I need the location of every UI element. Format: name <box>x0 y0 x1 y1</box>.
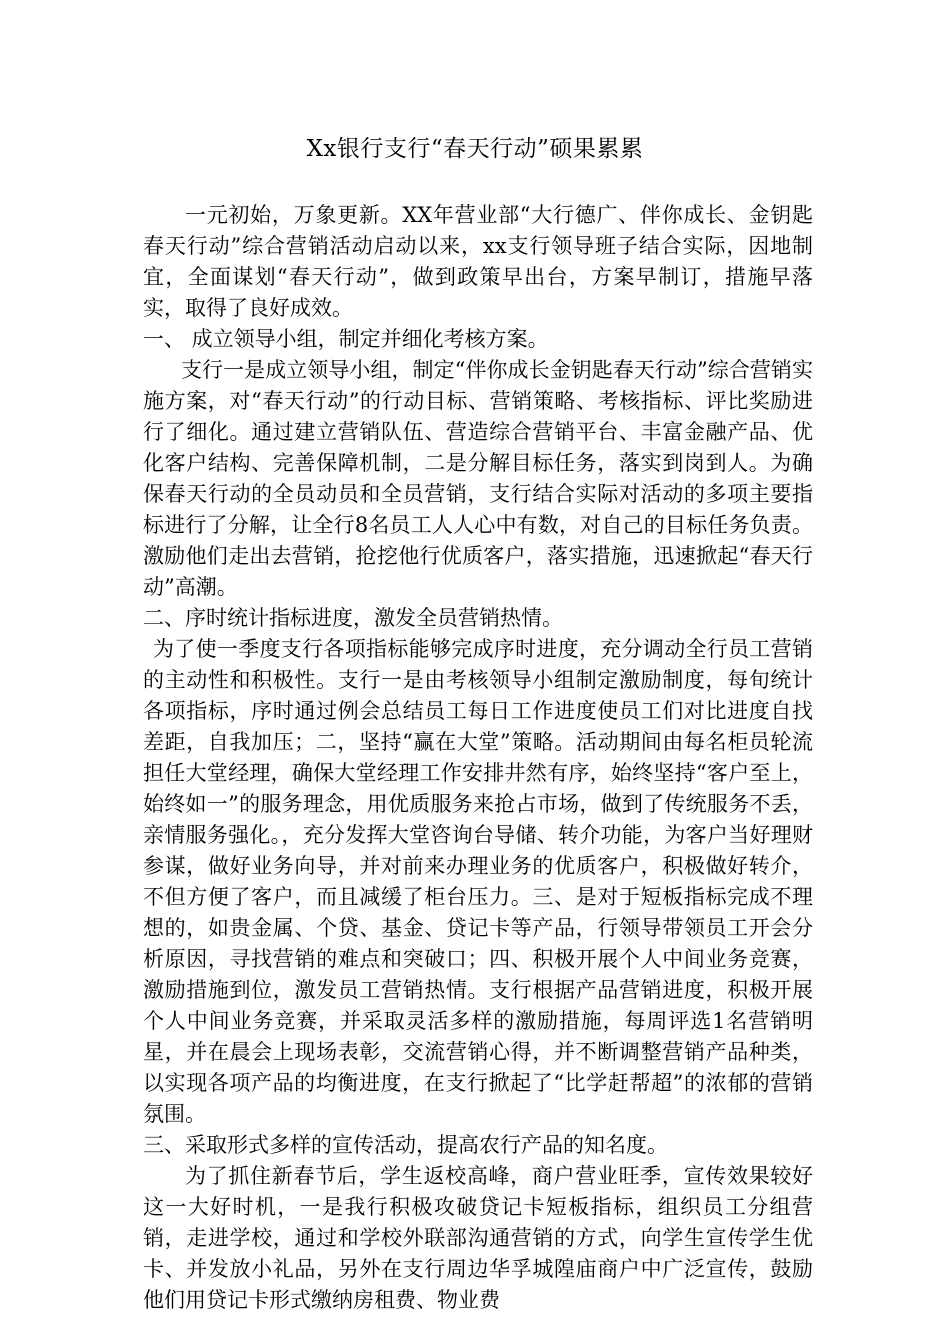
section-heading-1: 一、 成立领导小组，制定并细化考核方案。 <box>143 327 549 351</box>
section-heading-3: 三、采取形式多样的宣传活动，提高农行产品的知名度。 <box>143 1133 668 1157</box>
intro-paragraph: 一元初始，万象更新。XX年营业部“大行德广、伴你成长、金钥匙春天行动”综合营销活动启动以来，xx支行领导班子结合实际，因地制宜，全面谋划“春天行动”，做到政策早出台，方案早制订，措施早落实，取得了良好成效。 <box>143 203 813 320</box>
section-3-paragraph: 为了抓住新春节后，学生返校高峰，商户营业旺季，宣传效果较好这一大好时机，一是我行积极攻破贷记卡短板指标，组织员工分组营销，走进学校，通过和学校外联部沟通营销的方式，向学生宣传学生优卡、并发放小礼品，另外在支行周边华孚城隍庙商户中广泛宣传，鼓励他们用贷记卡形式缴纳房租费、物业费 <box>143 1164 813 1312</box>
document-body <box>143 200 813 1316</box>
section-heading-2: 二、序时统计指标进度，激发全员营销热情。 <box>143 606 563 630</box>
section-1-paragraph: 支行一是成立领导小组，制定“伴你成长金钥匙春天行动”综合营销实施方案，对“春天行动”的行动目标、营销策略、考核指标、评比奖励进行了细化。通过建立营销队伍、营造综合营销平台、丰富金融产品、优化客户结构、完善保障机制，二是分解目标任务，落实到岗到人。为确保春天行动的全员动员和全员营销，支行结合实际对活动的多项主要指标进行了分解，让全行8名员工人人心中有数，对自己的目标任务负责。激励他们走出去营销，抢挖他行优质客户，落实措施，迅速掀起“春天行动”高潮。 <box>143 358 813 599</box>
document-title: Xx银行支行“春天行动”硕果累累 <box>306 136 644 162</box>
section-2-paragraph: 为了使一季度支行各项指标能够完成序时进度，充分调动全行员工营销的主动性和积极性。支行一是由考核领导小组制定激励制度，每旬统计各项指标，序时通过例会总结员工每日工作进度使员工们对比进度自找差距，自我加压；二，坚持“赢在大堂”策略。活动期间由每名柜员轮流担任大堂经理，确保大堂经理工作安排井然有序，始终坚持“客户至上，始终如一”的服务理念，用优质服务来抢占市场，做到了传统服务不丢，亲情服务强化。，充分发挥大堂咨询台导储、转介功能，为客户当好理财参谋，做好业务向导，并对前来办理业务的优质客户，积极做好转介，不但方便了客户，而且减缓了柜台压力。三、是对于短板指标完成不理想的，如贵金属、个贷、基金、贷记卡等产品，行领导带领员工开会分析原因，寻找营销的难点和突破口；四、积极开展个人中间业务竞赛，激励措施到位，激发员工营销热情。支行根据产品营销进度，积极开展个人中间业务竞赛，并采取灵活多样的激励措施，每周评选1名营销明星，并在晨会上现场表彰，交流营销心得，并不断调整营销产品种类，以实现各项产品的均衡进度，在支行掀起了“比学赶帮超”的浓郁的营销氛围。 <box>143 637 813 1126</box>
